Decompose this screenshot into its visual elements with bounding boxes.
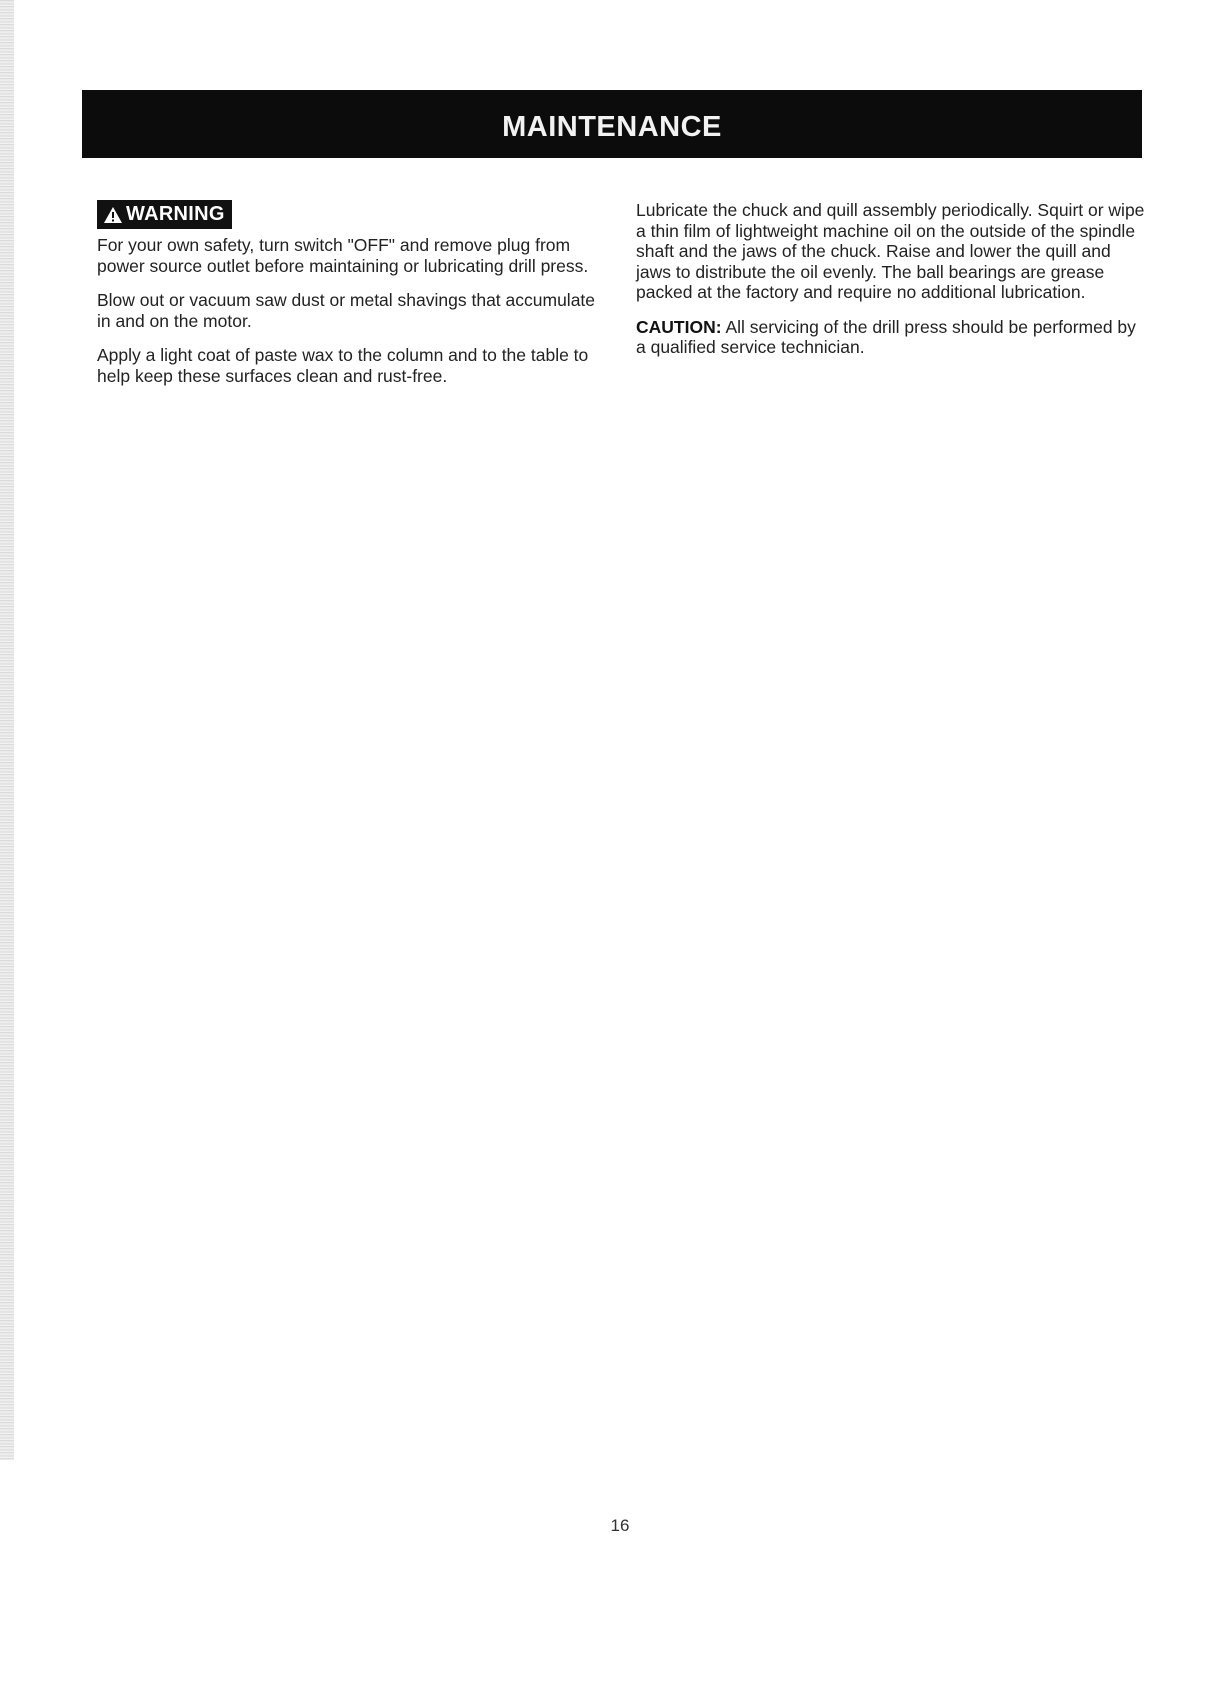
warning-triangle-icon	[103, 206, 123, 224]
caution-paragraph	[636, 317, 1146, 358]
paste-wax-paragraph: Apply a light coat of paste wax to the column and to the table to help keep these surfaces clean and rust-free.	[97, 345, 589, 386]
warning-badge	[97, 200, 232, 229]
page-title: MAINTENANCE	[502, 110, 722, 143]
caution-text: All servicing of the drill press should be performed by a qualified service technician.	[636, 316, 1136, 357]
section-header-bar	[82, 90, 1142, 158]
scan-edge	[0, 0, 14, 1460]
right-column	[636, 200, 1146, 372]
page-number: 16	[610, 1516, 630, 1535]
caution-label: CAUTION:	[636, 316, 722, 337]
motor-cleaning-paragraph: Blow out or vacuum saw dust or metal shavings that accumulate in and on the motor.	[97, 290, 596, 331]
left-column	[97, 200, 607, 400]
safety-paragraph: For your own safety, turn switch "OFF" and remove plug from power source outlet before maintaining or lubricating drill press.	[97, 235, 589, 276]
warning-label: WARNING	[126, 203, 225, 225]
lubrication-paragraph: Lubricate the chuck and quill assembly periodically. Squirt or wipe a thin film of lightweight machine oil on the outside of the spindle shaft and the jaws of the chuck. Raise and lower the quill and jaws to distribute the oil evenly. The ball bearings are grease packed at the factory and require no additional lubrication.	[636, 200, 1145, 302]
